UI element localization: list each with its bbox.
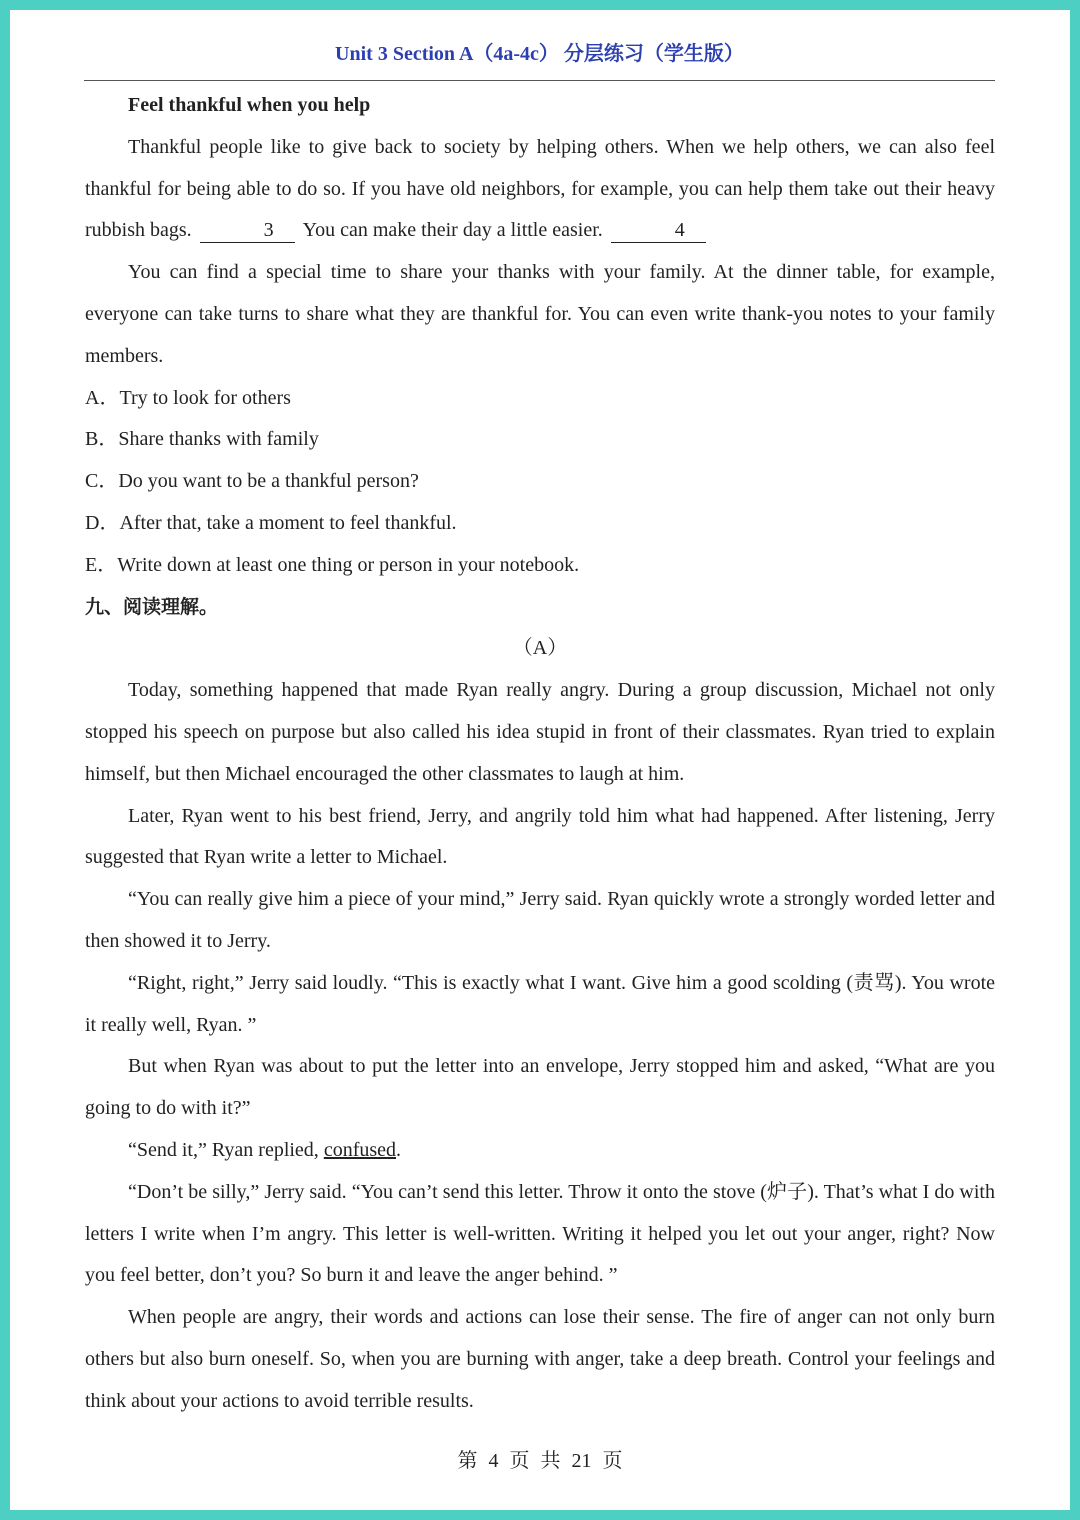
subsection-label: （A） bbox=[512, 637, 568, 660]
passage-paragraph: You can find a special time to share your thanks with your family. At the dinner table, for example, everyone can take turns to share what they are thankful for. You can even write thank-you notes to your family members. bbox=[85, 261, 995, 367]
reading-paragraph bbox=[85, 1130, 995, 1172]
blank-3: 3 bbox=[200, 218, 295, 243]
reading-paragraph: “You can really give him a piece of your mind,” Jerry said. Ryan quickly wrote a strongly worded letter and then showed it to Jerry. bbox=[85, 888, 995, 952]
blank-4: 4 bbox=[611, 218, 706, 243]
reading-paragraph: “Don’t be silly,” Jerry said. “You can’t send this letter. Throw it onto the stove (炉子). That’s what I do with letters I write when I’m angry. This letter is well-written. Writing it helped you let out your anger, right? Now you feel better, don’t you? So burn it and leave the anger behind. ” bbox=[85, 1180, 995, 1287]
section-title: 九、阅读理解。 bbox=[85, 595, 219, 618]
document-page bbox=[10, 10, 1070, 1510]
underlined-word: confused bbox=[323, 1138, 397, 1161]
page-footer: 第 4 页 共 21 页 bbox=[457, 1450, 623, 1472]
page-header bbox=[84, 40, 995, 81]
passage-title: Feel thankful when you help bbox=[128, 94, 371, 116]
paragraph-text: “Send it,” Ryan replied, bbox=[128, 1138, 319, 1161]
paragraph-text: You can make their day a little easier. bbox=[302, 219, 603, 242]
option-b: B．Share thanks with family bbox=[85, 428, 319, 451]
option-e: E．Write down at least one thing or person in your notebook. bbox=[85, 553, 580, 576]
reading-paragraph: But when Ryan was about to put the letter into an envelope, Jerry stopped him and asked, “What are you going to do with it?” bbox=[85, 1055, 995, 1120]
reading-paragraph: When people are angry, their words and actions can lose their sense. The fire of anger can not only burn others but also burn oneself. So, when you are burning with anger, take a deep breath. Control your feelings and think about your actions to avoid terrible results. bbox=[85, 1306, 995, 1412]
passage-paragraph bbox=[85, 127, 995, 252]
option-a: A．Try to look for others bbox=[85, 386, 291, 409]
header-title: Unit 3 Section A（4a-4c） 分层练习（学生版） bbox=[335, 43, 744, 65]
paragraph-text: . bbox=[396, 1138, 402, 1161]
option-c: C．Do you want to be a thankful person? bbox=[85, 470, 419, 493]
reading-paragraph: Later, Ryan went to his best friend, Jerry, and angrily told him what had happened. After listening, Jerry suggested that Ryan write a letter to Michael. bbox=[85, 804, 995, 869]
document-body bbox=[85, 85, 995, 1423]
option-d: D．After that, take a moment to feel thankful. bbox=[85, 511, 457, 534]
paragraph-text: Thankful people like to give back to society by helping others. When we help others, we can also feel thankful for being able to do so. If you have old neighbors, for example, you can help them take out their heavy rubbish bags. bbox=[85, 135, 995, 242]
reading-paragraph: Today, something happened that made Ryan really angry. During a group discussion, Michael not only stopped his speech on purpose but also called his idea stupid in front of their classmates. Ryan tried to explain himself, but then Michael encouraged the other classmates to laugh at him. bbox=[85, 679, 995, 785]
reading-paragraph: “Right, right,” Jerry said loudly. “This is exactly what I want. Give him a good scolding (责骂). You wrote it really well, Ryan. ” bbox=[85, 971, 995, 1036]
